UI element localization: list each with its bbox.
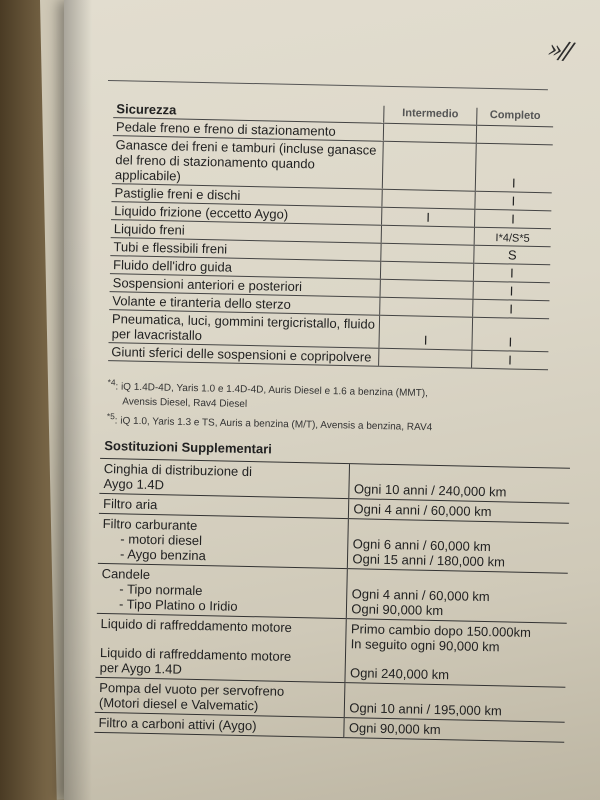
cell-intermedio <box>381 243 474 263</box>
cell-completo: I <box>472 317 549 352</box>
col-completo: Completo <box>476 108 553 127</box>
row-label: Volante e tiranteria dello sterzo <box>109 292 380 316</box>
sicurezza-table <box>108 100 553 370</box>
row-label: Pedale freno e freno di stazionamento <box>113 118 384 142</box>
cell-completo: I <box>471 350 548 370</box>
row-value: Ogni 10 anni / 240,000 km <box>349 464 570 504</box>
row-label: Sospensioni anteriori e posteriori <box>110 274 381 298</box>
cell-completo <box>476 125 553 145</box>
row-label: Pompa del vuoto per servofreno (Motori diesel e Valvematic) <box>95 677 346 717</box>
cell-completo: I <box>472 299 549 319</box>
cell-intermedio: I <box>379 315 472 350</box>
row-label: Ganasce dei freni e tamburi (incluse ganasce del freno di stazionamento quando applicabile) <box>112 136 384 190</box>
footnote-4-continued: Avensis Diesel, Rav4 Diesel <box>122 396 248 411</box>
cell-completo: I <box>475 143 553 193</box>
table-row <box>95 613 566 687</box>
row-label: Cinghia di distribuzione di Aygo 1.4D <box>99 458 350 498</box>
row-label: Tubi e flessibili freni <box>110 238 381 262</box>
row-label: Liquido freni <box>111 220 382 244</box>
row-label: Giunti sferici delle sospensioni e copripolvere <box>108 343 379 367</box>
row-value: Ogni 10 anni / 195,000 km <box>345 683 566 723</box>
row-label: Pneumatica, luci, gommini tergicristallo, fluido per lavacristallo <box>109 310 380 349</box>
footnotes <box>107 376 558 439</box>
cell-intermedio <box>383 141 476 191</box>
sicurezza-title: Sicurezza <box>113 100 384 123</box>
row-value: Ogni 90,000 km <box>344 718 564 743</box>
footnote-4: $^{*4}$: iQ 1.4D-4D, Yaris 1.0 e 1.4D-4D, Auris Diesel e 1.6 a benzina (MMT), <box>107 377 429 400</box>
row-label: Fluido dell'idro guida <box>110 256 381 280</box>
row-value: Ogni 4 anni / 60,000 km Ogni 90,000 km <box>347 569 568 624</box>
sostituzioni-title: Sostituzioni Supplementari <box>104 438 273 457</box>
cell-completo: I <box>475 191 552 211</box>
cell-completo: S <box>473 245 550 265</box>
page-shadow <box>64 0 92 800</box>
row-value: Primo cambio dopo 150.000km In seguito ogni 90,000 km Ogni 240,000 km <box>345 619 566 688</box>
cell-completo: I <box>473 263 550 283</box>
row-label: Candele - Tipo normale - Tipo Platino o Iridio <box>97 563 348 618</box>
cell-intermedio <box>379 348 472 368</box>
row-label: Liquido di raffreddamento motore Liquido di raffreddamento motore per Aygo 1.4D <box>95 613 346 682</box>
footnote-5: $^{*5}$: iQ 1.0, Yaris 1.3 e TS, Auris a benzina (M/T), Avensis a benzina, RAV4 <box>106 411 433 434</box>
cell-intermedio <box>380 279 473 299</box>
row-value: Ogni 4 anni / 60,000 km <box>349 499 569 524</box>
handwritten-mark: »// <box>546 34 572 66</box>
col-intermedio: Intermedio <box>384 106 477 125</box>
row-label: Filtro a carboni attivi (Aygo) <box>94 712 344 737</box>
row-label: Filtro aria <box>99 493 349 518</box>
row-label: Pastiglie freni e dischi <box>111 184 382 208</box>
row-label: Liquido frizione (eccetto Aygo) <box>111 202 382 226</box>
cell-completo: I <box>473 281 550 301</box>
cell-completo: I <box>474 209 551 229</box>
cell-intermedio <box>381 225 474 245</box>
cell-intermedio: I <box>382 207 475 227</box>
cell-intermedio <box>382 189 475 209</box>
cell-intermedio <box>381 261 474 281</box>
row-label: Filtro carburante - motori diesel - Aygo benzina <box>98 513 349 568</box>
row-value: Ogni 6 anni / 60,000 km Ogni 15 anni / 180,000 km <box>348 519 569 574</box>
cell-intermedio <box>380 297 473 317</box>
cell-intermedio <box>384 123 477 143</box>
sostituzioni-table <box>94 458 570 743</box>
cell-completo: I*4/S*5 <box>474 227 551 247</box>
